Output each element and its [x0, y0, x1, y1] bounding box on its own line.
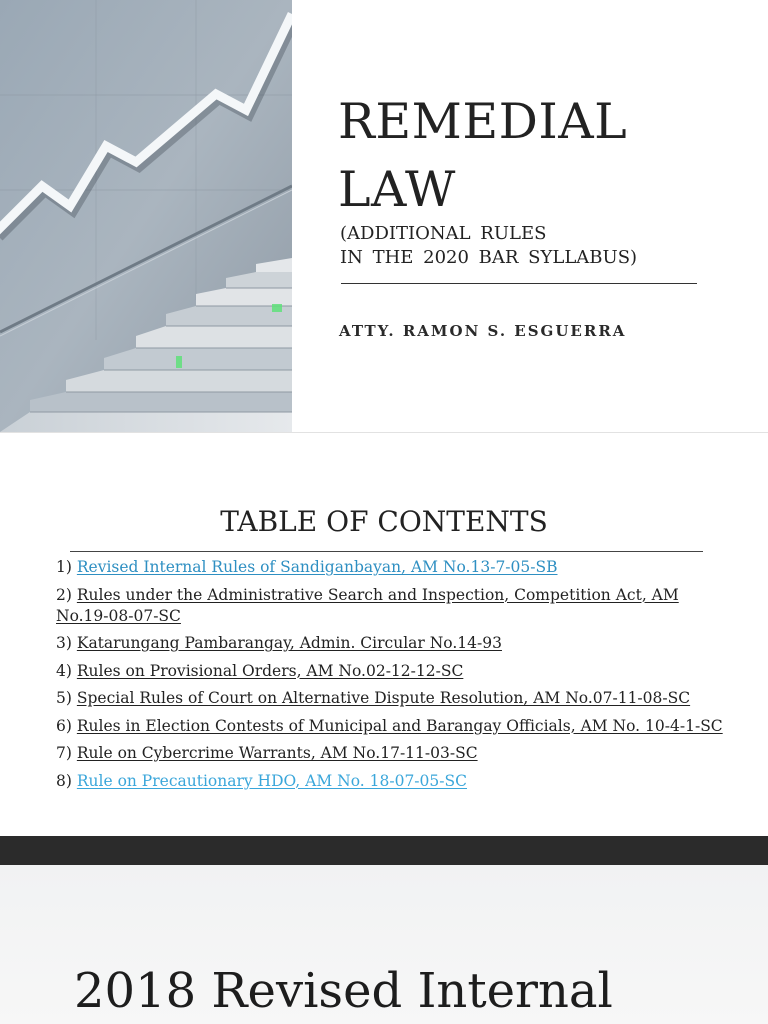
toc-item-number: 2): [56, 585, 72, 604]
cover-title-line2: LAW: [338, 161, 456, 218]
toc-item-number: 8): [56, 771, 72, 790]
toc-item-number: 7): [56, 744, 72, 762]
toc-item: [56, 771, 736, 792]
toc-item-number: 5): [56, 689, 72, 707]
toc-item-link[interactable]: Rules on Provisional Orders, AM No.02-12-12-SC: [76, 661, 464, 680]
toc-heading: TABLE OF CONTENTS: [220, 505, 548, 538]
toc-item-link[interactable]: Rules under the Administrative Search and Inspection, Competition Act, AM No.19-08-07-SC: [56, 585, 679, 625]
toc-item-link[interactable]: Rule on Precautionary HDO, AM No. 18-07-05-SC: [76, 771, 467, 790]
cover-slide: [0, 0, 768, 432]
toc-item: [56, 661, 736, 682]
toc-slide: [0, 433, 768, 836]
toc-item-link[interactable]: Revised Internal Rules of Sandiganbayan, AM No.13-7-05-SB: [76, 558, 558, 576]
toc-item-link[interactable]: Rule on Cybercrime Warrants, AM No.17-11-03-SC: [76, 744, 478, 762]
toc-item-link[interactable]: Special Rules of Court on Alternative Dispute Resolution, AM No.07-11-08-SC: [76, 689, 691, 707]
staircase-arrow-image: [0, 0, 292, 432]
next-slide-title: 2018 Revised Internal: [74, 963, 613, 1019]
toc-item-number: 6): [56, 716, 72, 735]
cover-subtitle-line2: IN THE 2020 BAR SYLLABUS): [340, 247, 638, 268]
toc-divider: [70, 551, 703, 552]
cover-subtitle: [340, 222, 637, 270]
toc-item: [56, 633, 736, 654]
cover-subtitle-line1: (ADDITIONAL RULES: [340, 223, 547, 244]
toc-list: [56, 557, 736, 798]
title-divider: [341, 283, 697, 284]
toc-item-number: 3): [56, 634, 72, 652]
author-name: ATTY. RAMON S. ESGUERRA: [339, 322, 627, 340]
cover-title-line1: REMEDIAL: [338, 93, 628, 150]
toc-item: [56, 716, 736, 737]
toc-item-number: 1): [56, 558, 72, 576]
toc-item-link[interactable]: Katarungang Pambarangay, Admin. Circular No.14-93: [76, 634, 502, 652]
toc-item-link[interactable]: Rules in Election Contests of Municipal and Barangay Officials, AM No. 10-4-1-SC: [76, 716, 723, 735]
next-slide: [0, 865, 768, 1024]
toc-item: [56, 743, 736, 764]
toc-item-number: 4): [56, 661, 72, 680]
cover-title: [338, 88, 627, 224]
toc-item: [56, 688, 736, 709]
toc-item: [56, 557, 736, 578]
slide-gap-bar: [0, 836, 768, 865]
toc-item: [56, 585, 736, 627]
